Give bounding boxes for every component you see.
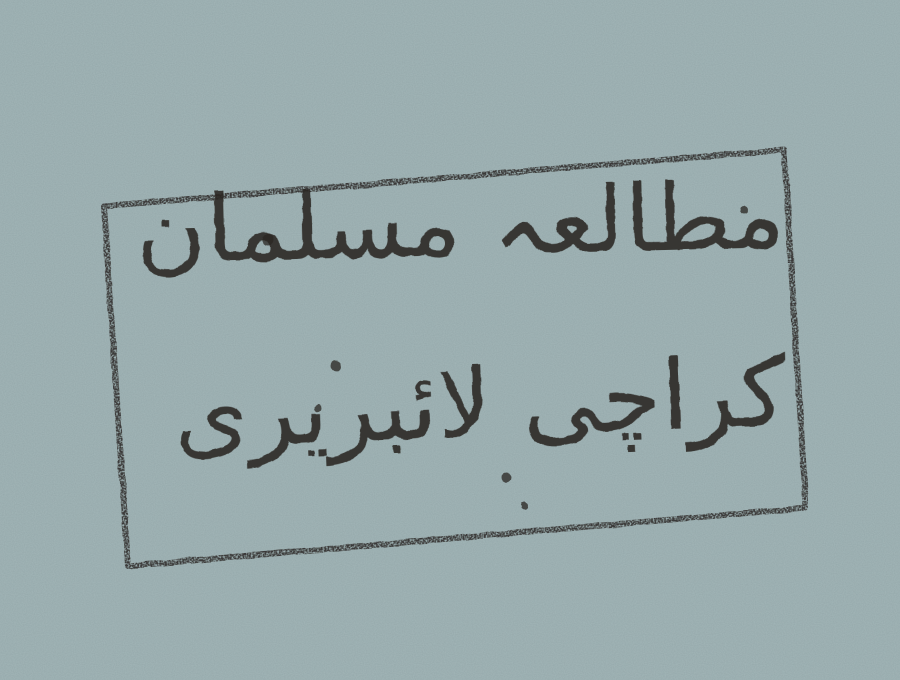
stamp-text-line-1: مطالعہ مسلمان xyxy=(133,162,787,285)
stamp-text-line-2: کراچی لائبریری xyxy=(171,335,789,471)
